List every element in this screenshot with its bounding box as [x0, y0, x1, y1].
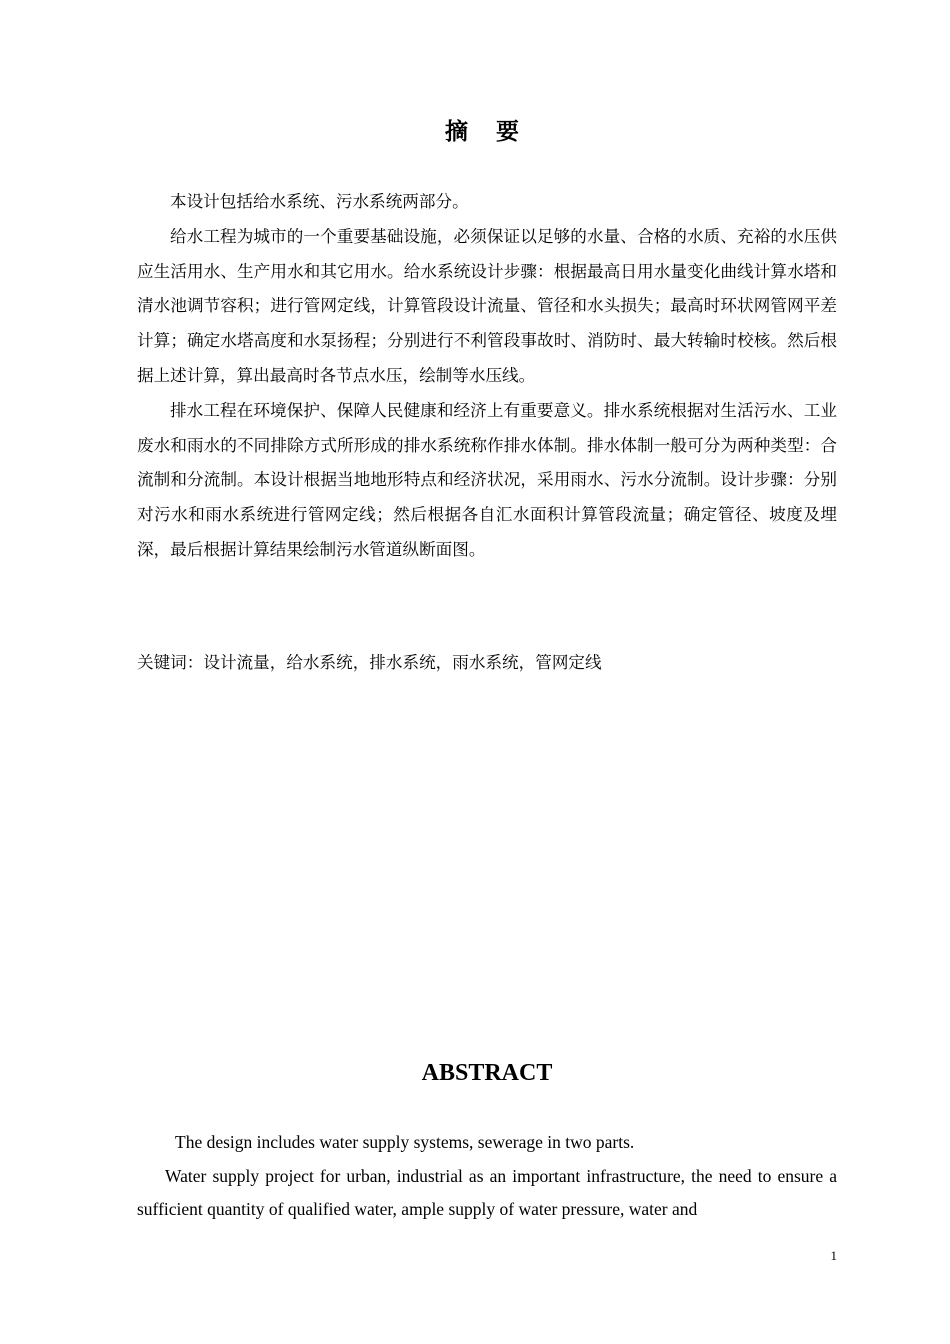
chinese-paragraph-2: 给水工程为城市的一个重要基础设施，必须保证以足够的水量、合格的水质、充裕的水压供应生活用水、生产用水和其它用水。给水系统设计步骤：根据最高日用水量变化曲线计算水塔和清水池调节容积；进行管网定线，计算管段设计流量、管径和水头损失；最高时环状网管网平差计算；确定水塔高度和水泵扬程；分别进行不利管段事故时、消防时、最大转输时校核。然后根据上述计算，算出最高时各节点水压，绘制等水压线。 [137, 226, 837, 385]
english-paragraph-2: Water supply project for urban, industrial as an important infrastructure, the need to ensure a sufficient quantity of qualified water, ample supply of water pressure, water and [137, 1165, 837, 1219]
keywords-text: 设计流量，给水系统，排水系统，雨水系统，管网定线 [203, 653, 602, 672]
chinese-abstract-title: 摘 要 [444, 119, 529, 145]
page-number: 1 [830, 1248, 837, 1263]
chinese-paragraph-3: 排水工程在环境保护、保障人民健康和经济上有重要意义。排水系统根据对生活污水、工业废水和雨水的不同排除方式所形成的排水系统称作排水体制。排水体制一般可分为两种类型：合流制和分流制。本设计根据当地地形特点和经济状况，采用雨水、污水分流制。设计步骤：分别对污水和雨水系统进行管网定线；然后根据各自汇水面积计算管段流量；确定管径、坡度及埋深，最后根据计算结果绘制污水管道纵断面图。 [137, 400, 837, 559]
chinese-abstract-body [137, 185, 837, 568]
english-paragraph-1: The design includes water supply systems, sewerage in two parts. [175, 1132, 635, 1152]
chinese-keywords [137, 648, 837, 678]
english-abstract-title: ABSTRACT [421, 1060, 553, 1086]
keywords-label: 关键词： [137, 653, 204, 672]
english-abstract-body [137, 1126, 837, 1227]
chinese-paragraph-1: 本设计包括给水系统、污水系统两部分。 [170, 192, 469, 211]
